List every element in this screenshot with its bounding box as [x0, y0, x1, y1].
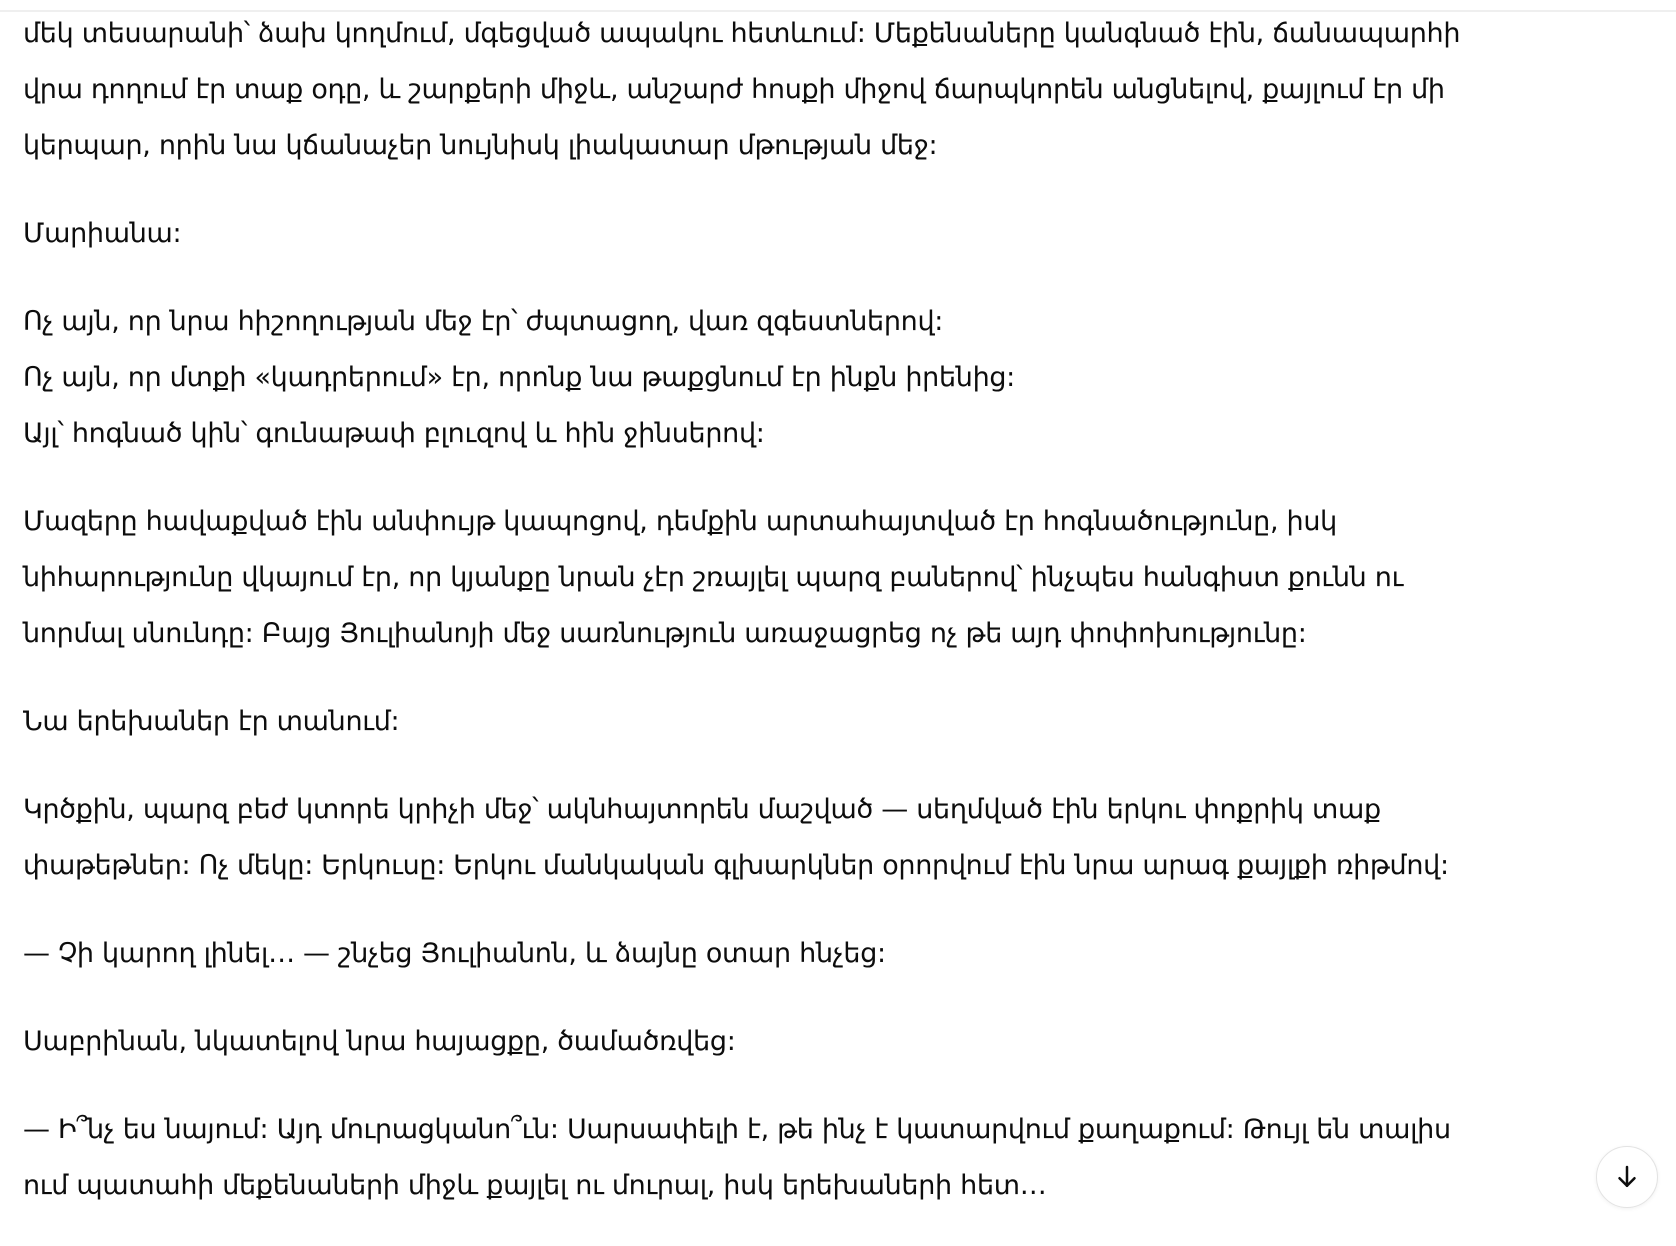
text-line: Մարիանա: — [23, 218, 182, 249]
paragraph — [23, 926, 1676, 982]
text-line: Այլ՝ հոգնած կին՝ գունաթափ բլուզով և հին ջինսերով: — [23, 418, 765, 449]
text-line: Մազերը հավաքված էին անփույթ կապոցով, դեմքին արտահայտված էր հոգնածությունը, իսկ — [23, 506, 1337, 537]
message-content — [23, 6, 1676, 1246]
text-line: — Ի՞նչ ես նայում: Այդ մուրացկանո՞ւն: Սարսափելի է, թե ինչ է կատարվում քաղաքում: Թույլ են տալիս — [23, 1114, 1451, 1145]
text-line: Նա երեխաներ էր տանում: — [23, 706, 400, 737]
paragraph — [23, 206, 1676, 262]
text-line: Կրծքին, պարզ բեժ կտորե կրիչի մեջ՝ ակնհայտորեն մաշված — սեղմված էին երկու փոքրիկ տաք — [23, 794, 1381, 825]
paragraph — [23, 6, 1676, 174]
paragraph — [23, 1014, 1676, 1070]
paragraph — [23, 694, 1676, 750]
paragraph — [23, 294, 1676, 462]
text-line: Ոչ այն, որ նրա հիշողության մեջ էր՝ ժպտացող, վառ զգեստներով: — [23, 306, 944, 337]
paragraph — [23, 782, 1676, 894]
text-line: նիհարությունը վկայում էր, որ կյանքը նրան չէր շռայլել պարզ բաներով՝ ինչպես հանգիստ քունն ու — [23, 562, 1404, 593]
text-line: կերպար, որին նա կճանաչեր նույնիսկ լիակատար մթության մեջ: — [23, 130, 938, 161]
text-line: — Չի կարող լինել… — շնչեց Յուլիանոն, և ձայնը օտար հնչեց: — [23, 938, 886, 969]
paragraph — [23, 1102, 1676, 1214]
text-line: Ոչ այն, որ մտքի «կադրերում» էր, որոնք նա թաքցնում էր ինքն իրենից: — [23, 362, 1015, 393]
text-line: փաթեթներ: Ոչ մեկը: Երկուսը: Երկու մանկական գլխարկներ օրորվում էին նրա արագ քայլքի ռիթմով: — [23, 850, 1449, 881]
text-line: մեկ տեսարանի՝ ձախ կողմում, մգեցված ապակու հետևում: Մեքենաները կանգնած էին, ճանապարհի — [23, 18, 1461, 49]
scroll-to-bottom-button[interactable] — [1596, 1146, 1658, 1208]
paragraph — [23, 494, 1676, 662]
text-line: ում պատահի մեքենաների միջև քայլել ու մուրալ, իսկ երեխաների հետ… — [23, 1170, 1047, 1201]
text-line: նորմալ սնունդը: Բայց Յուլիանոյի մեջ սառնություն առաջացրեց ոչ թե այդ փոփոխությունը: — [23, 618, 1307, 649]
arrow-down-icon — [1612, 1162, 1642, 1192]
text-line: վրա դողում էր տաք օդը, և շարքերի միջև, անշարժ հոսքի միջով ճարպկորեն անցնելով, քայլում էր մի — [23, 74, 1445, 105]
text-line: Սաբրինան, նկատելով նրա հայացքը, ծամածռվեց: — [23, 1026, 736, 1057]
